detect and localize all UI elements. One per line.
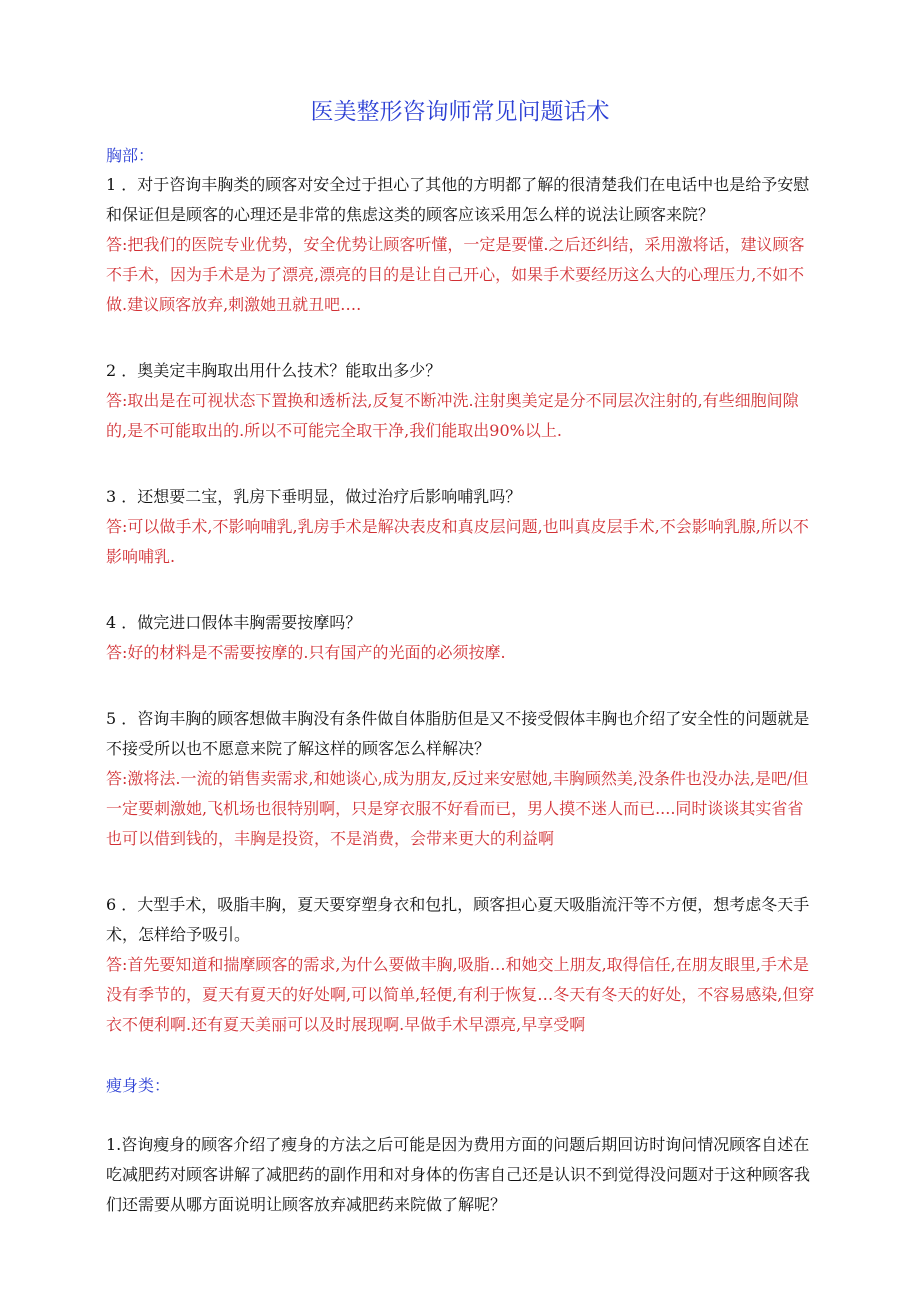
qa-item-3 [106,482,816,572]
answer-text: 答:激将法.一流的销售卖需求,和她谈心,成为朋友,反过来安慰她,丰胸顾然美,没条件也没办法,是吧/但一定要刺激她,飞机场也很特别啊，只是穿衣服不好看而已，男人摸不迷人而已....同时谈谈其实省省也可以借到钱的，丰胸是投资，不是消费，会带来更大的利益啊 [106,769,809,848]
qa-item-6 [106,890,816,1040]
answer-text: 答:可以做手术,不影响哺乳,乳房手术是解决表皮和真皮层问题,也叫真皮层手术,不会影响乳腺,所以不影响哺乳. [106,517,809,566]
qa-item-slim-1 [106,1130,816,1220]
answer-text: 答:首先要知道和揣摩顾客的需求,为什么要做丰胸,吸脂…和她交上朋友,取得信任,在朋友眼里,手术是没有季节的，夏天有夏天的好处啊,可以简单,轻便,有利于恢复…冬天有冬天的好处，不容易感染,但穿衣不便利啊.还有夏天美丽可以及时展现啊.早做手术早漂亮,早享受啊 [106,955,815,1034]
question-text: 1 ．对于咨询丰胸类的顾客对安全过于担心了其他的方明都了解的很清楚我们在电话中也是给予安慰和保证但是顾客的心理还是非常的焦虑这类的顾客应该采用怎么样的说法让顾客来院？ [106,175,810,224]
question-text: 2 ．奥美定丰胸取出用什么技术？能取出多少？ [106,361,442,380]
qa-item-1 [106,170,816,320]
question-text: 6 ．大型手术，吸脂丰胸，夏天要穿塑身衣和包扎，顾客担心夏天吸脂流汗等不方便，想考虑冬天手术，怎样给予吸引。 [106,895,810,944]
document-body [106,146,816,1256]
answer-text: 答:好的材料是不需要按摩的.只有国产的光面的必须按摩. [106,643,506,662]
section-heading-slimming: 瘦身类： [106,1076,171,1095]
qa-item-4 [106,608,816,668]
document-title: 医美整形咨询师常见问题话术 [310,99,610,125]
question-text: 1.咨询瘦身的顾客介绍了瘦身的方法之后可能是因为费用方面的问题后期回访时询问情况顾客自述在吃减肥药对顾客讲解了减肥药的副作用和对身体的伤害自己还是认识不到觉得没问题对于这种顾客我们还需要从哪方面说明让顾客放弃减肥药来院做了解呢？ [106,1135,811,1214]
question-text: 5 ．咨询丰胸的顾客想做丰胸没有条件做自体脂肪但是又不接受假体丰胸也介绍了安全性的问题就是不接受所以也不愿意来院了解这样的顾客怎么样解决？ [106,709,810,758]
question-text: 4 ．做完进口假体丰胸需要按摩吗？ [106,613,362,632]
answer-text: 答:取出是在可视状态下置换和透析法,反复不断冲洗.注射奥美定是分不同层次注射的,有些细胞间隙的,是不可能取出的.所以不可能完全取干净,我们能取出90%以上. [106,391,799,440]
qa-item-2 [106,356,816,446]
answer-text: 答:把我们的医院专业优势，安全优势让顾客听懂，一定是要懂.之后还纠结，采用激将话，建议顾客不手术，因为手术是为了漂亮,漂亮的目的是让自己开心，如果手术要经历这么大的心理压力,不如不做.建议顾客放弃,刺激她丑就丑吧…. [106,235,805,314]
section-heading-breast: 胸部： [106,146,155,165]
question-text: 3 ．还想要二宝，乳房下垂明显，做过治疗后影响哺乳吗？ [106,487,522,506]
qa-item-5 [106,704,816,854]
